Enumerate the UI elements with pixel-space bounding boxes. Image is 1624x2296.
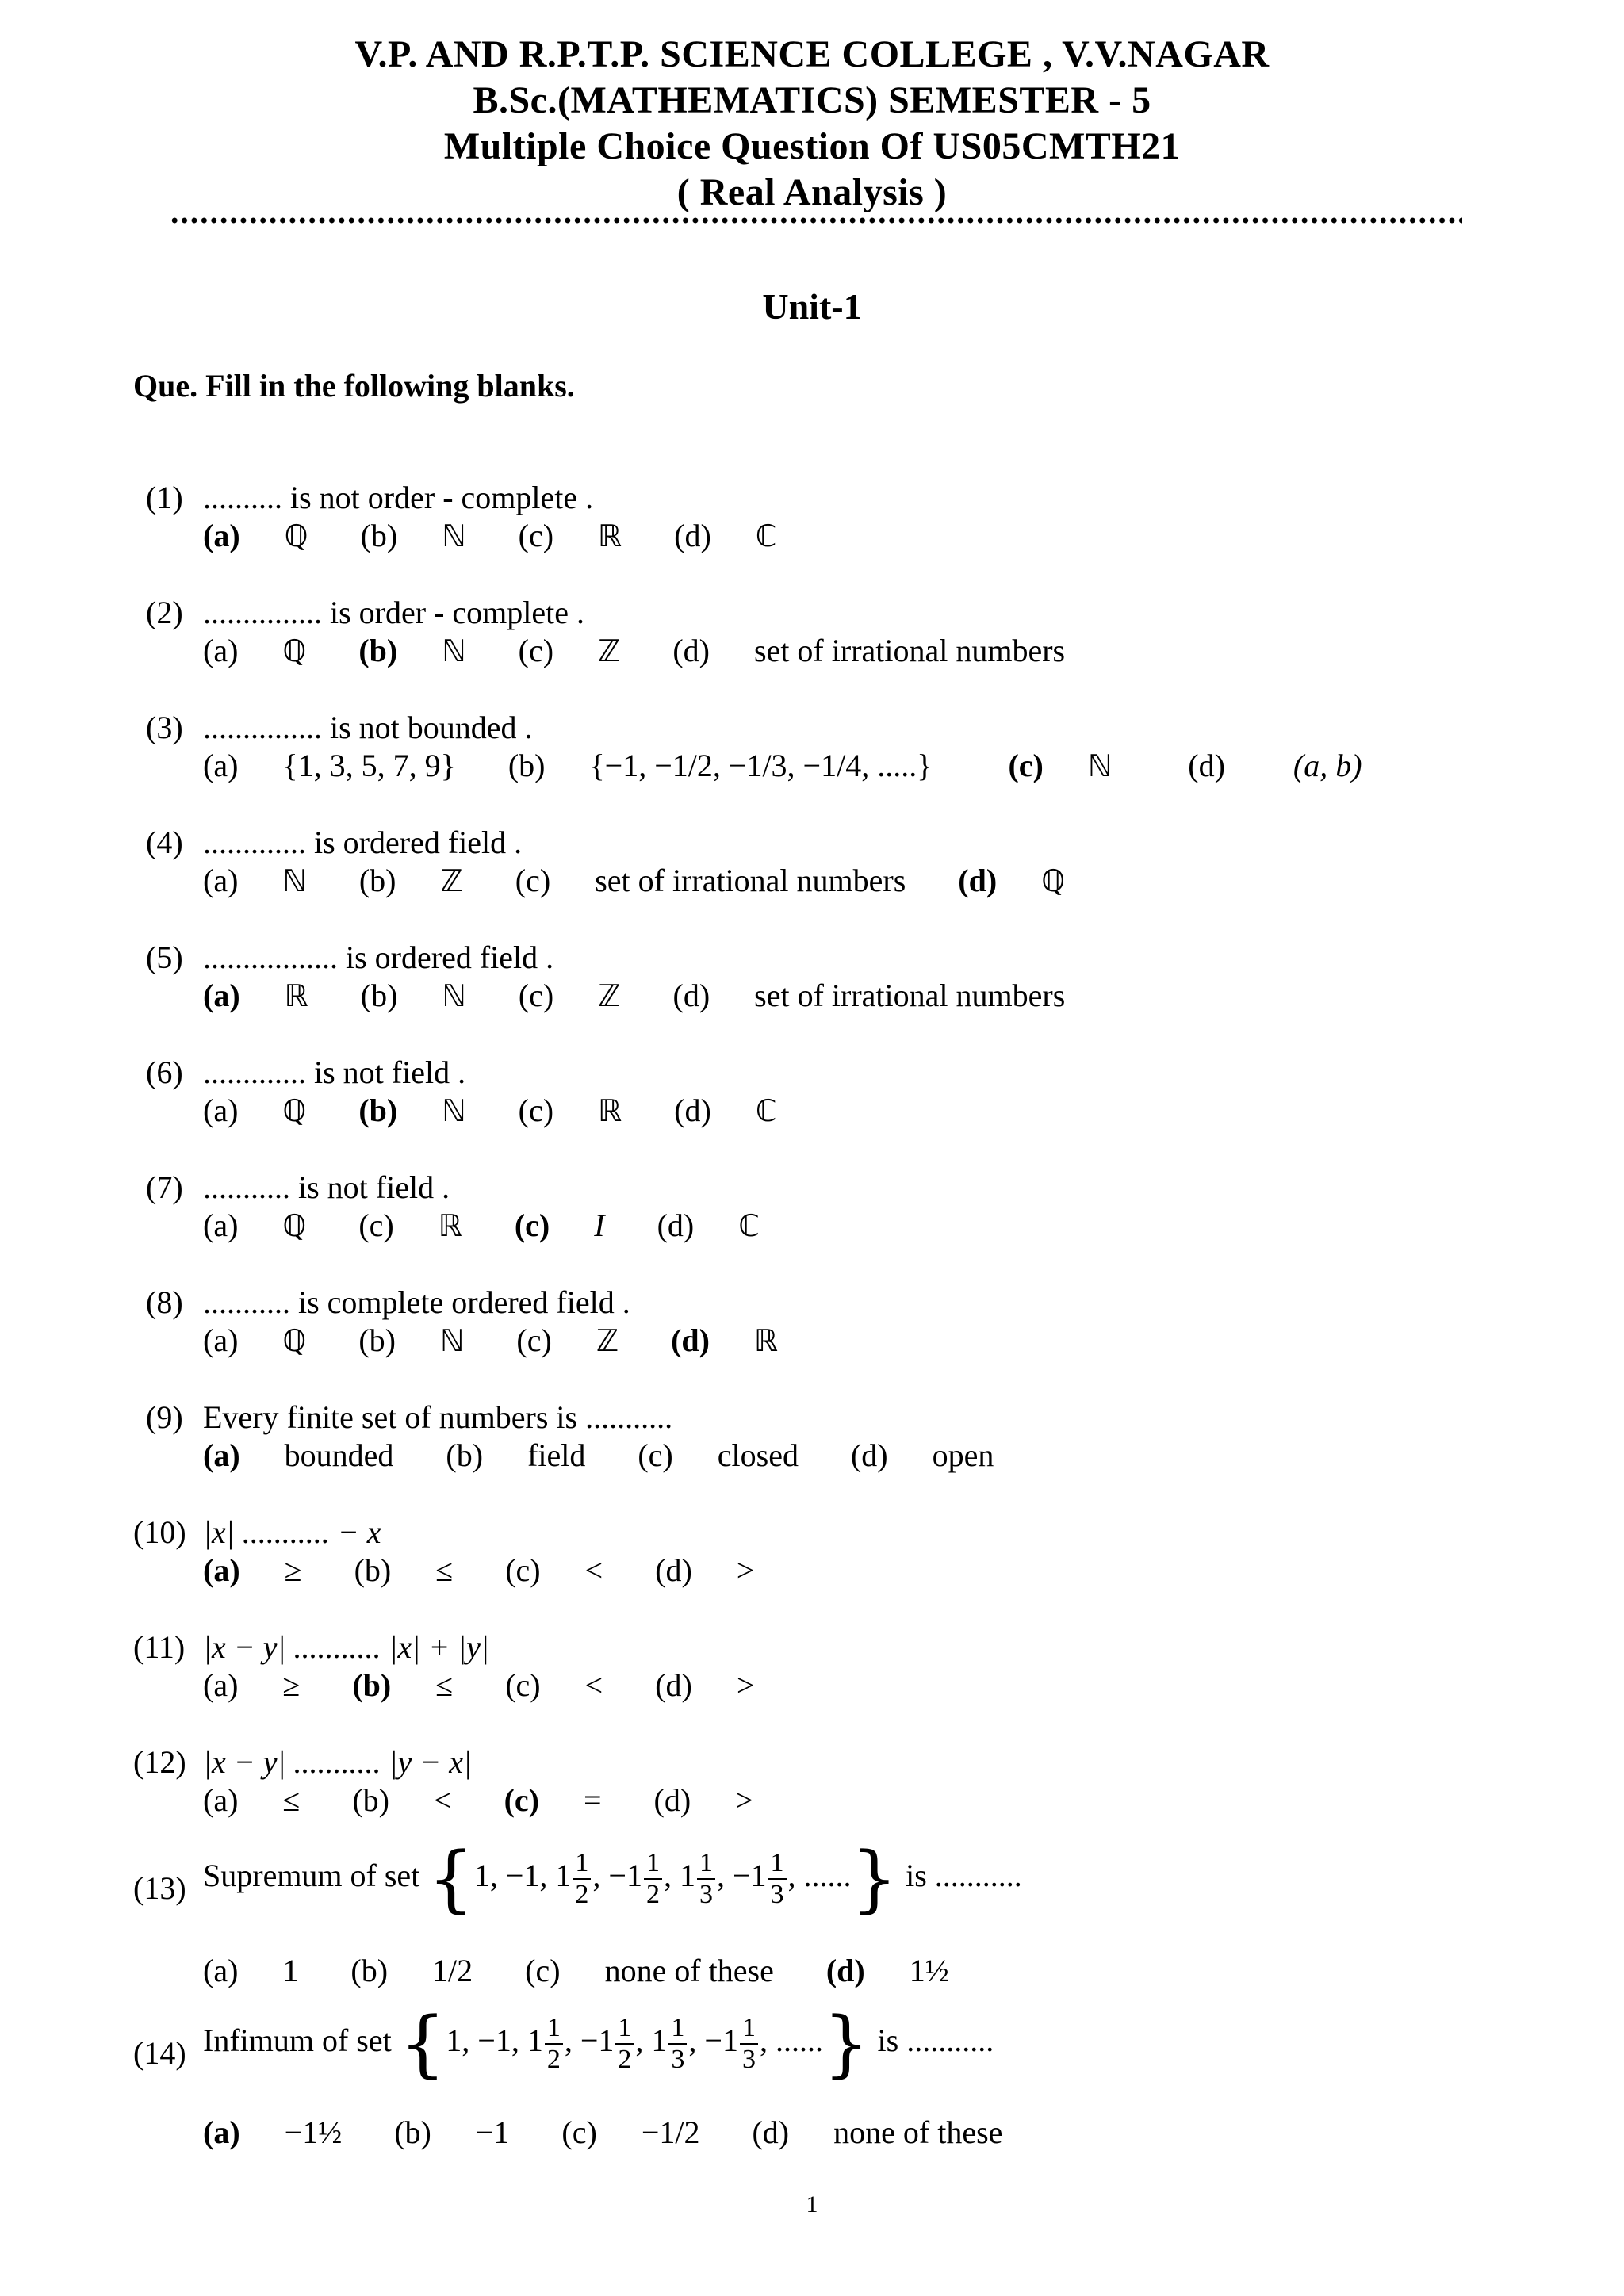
- option-b: [361, 517, 466, 554]
- option-value: field: [527, 1437, 586, 1473]
- denominator: 2: [575, 1880, 589, 1909]
- option-label: (b): [352, 1667, 392, 1703]
- option-value: ≤: [435, 1552, 454, 1588]
- option-value: none of these: [833, 2114, 1003, 2150]
- unit-title: Unit-1: [762, 286, 862, 327]
- set-term: ,: [564, 2022, 573, 2059]
- question-number: (1): [146, 480, 183, 515]
- option-label: (b): [358, 633, 398, 668]
- question-number: (5): [146, 939, 183, 975]
- option-d: [752, 2114, 1002, 2151]
- option-a: [203, 1437, 393, 1474]
- option-b: [358, 1207, 462, 1244]
- fraction: [668, 2013, 687, 2075]
- option-label: (a): [203, 633, 239, 668]
- option-d: [1188, 747, 1362, 784]
- option-value: ℕ: [442, 978, 466, 1013]
- option-d: [655, 1552, 754, 1589]
- option-value: 1/2: [432, 1953, 473, 1988]
- option-label: (c): [515, 863, 551, 898]
- option-value: ℂ: [755, 519, 777, 553]
- option-b: [352, 1781, 451, 1819]
- option-value: ℚ: [282, 633, 307, 668]
- question-number: (10): [133, 1514, 186, 1550]
- question-number: (13): [133, 1870, 186, 1906]
- option-a: [203, 1092, 306, 1129]
- set-term: , ......: [787, 1858, 852, 1894]
- numerator: 1: [644, 1848, 662, 1880]
- fraction: [615, 2013, 634, 2075]
- option-d: [657, 1207, 760, 1244]
- option-value: ≤: [435, 1667, 454, 1703]
- option-c: [519, 632, 621, 669]
- set-term: −1: [732, 1858, 767, 1894]
- stem-prefix: Supremum of set: [203, 1858, 420, 1894]
- option-label: (a): [203, 1322, 239, 1358]
- question-number: (7): [146, 1169, 183, 1205]
- option-value: −1½: [284, 2114, 343, 2150]
- option-label: (b): [354, 1552, 392, 1588]
- option-value: ≤: [282, 1782, 301, 1818]
- option-value: −1: [475, 2114, 510, 2150]
- option-value: set of irrational numbers: [754, 633, 1066, 668]
- option-a: [203, 2114, 342, 2151]
- option-label: (a): [203, 863, 239, 898]
- set-term: ,: [592, 1858, 601, 1894]
- question-stem: ................. is ordered field .: [203, 939, 554, 975]
- option-b: [358, 632, 465, 669]
- option-value: I: [594, 1207, 605, 1243]
- denominator: 2: [645, 1880, 660, 1909]
- set-term: 1,: [473, 1858, 498, 1894]
- option-a: [203, 1552, 302, 1589]
- denominator: 2: [618, 2045, 632, 2074]
- option-label: (b): [358, 1322, 396, 1358]
- fraction: [697, 1848, 715, 1910]
- option-label: (d): [653, 1782, 691, 1818]
- option-c: [505, 1667, 603, 1704]
- option-label: (b): [350, 1953, 389, 1988]
- option-c: [515, 862, 906, 899]
- option-label: (b): [446, 1437, 484, 1473]
- option-b: [352, 1667, 453, 1704]
- option-label: (d): [958, 863, 998, 898]
- option-value: ℕ: [442, 1093, 466, 1128]
- options: [203, 1952, 994, 1989]
- option-label: (b): [360, 518, 398, 553]
- options: [203, 1667, 799, 1704]
- numerator: 1: [668, 2013, 687, 2045]
- option-value: bounded: [284, 1437, 394, 1473]
- option-label: (c): [358, 1207, 394, 1243]
- option-value: 1: [282, 1953, 299, 1988]
- option-value: ℝ: [598, 519, 622, 553]
- options: [203, 1552, 799, 1589]
- set-term: −1,: [477, 2022, 519, 2059]
- fraction: [740, 2013, 758, 2075]
- option-label: (a): [203, 1093, 239, 1128]
- option-label: (b): [352, 1782, 389, 1818]
- question-number: (14): [133, 2035, 186, 2071]
- option-label: (d): [672, 978, 710, 1013]
- question-stem: ........... is complete ordered field .: [203, 1284, 630, 1320]
- option-label: (c): [518, 1093, 554, 1128]
- option-label: (c): [561, 2114, 597, 2150]
- option-label: (a): [203, 1782, 239, 1818]
- option-c: [519, 1092, 622, 1129]
- question-stem: ............. is not field .: [203, 1054, 466, 1090]
- fraction: [768, 1848, 787, 1910]
- option-a: [203, 517, 308, 554]
- option-label: (a): [203, 518, 240, 553]
- question-number: (12): [133, 1744, 186, 1780]
- option-value: ℚ: [284, 519, 308, 553]
- question-stem: ............... is order - complete .: [203, 595, 584, 630]
- option-a: [203, 1207, 306, 1244]
- numerator: 1: [697, 1848, 715, 1880]
- set-term: −1: [704, 2022, 738, 2059]
- question-number: (2): [146, 595, 183, 630]
- option-value: >: [736, 1667, 755, 1703]
- subject-title: ( Real Analysis ): [676, 171, 948, 213]
- option-label: (d): [655, 1667, 692, 1703]
- option-value: ≥: [282, 1667, 301, 1703]
- option-b: [508, 747, 933, 784]
- option-c: [515, 1207, 605, 1244]
- denominator: 3: [699, 1880, 713, 1909]
- set-term: ,: [663, 1858, 672, 1894]
- options: [203, 2114, 1047, 2151]
- option-value: ≥: [284, 1552, 302, 1588]
- question-stem: |x| ........... − x: [203, 1514, 381, 1550]
- option-label: (a): [203, 978, 240, 1013]
- set-term: −1,: [505, 1858, 548, 1894]
- option-value: >: [735, 1782, 753, 1818]
- option-label: (b): [360, 978, 398, 1013]
- page-number: 1: [806, 2191, 818, 2218]
- options: [203, 1437, 1038, 1474]
- option-label: (c): [518, 518, 554, 553]
- option-d: [674, 1092, 776, 1129]
- option-label: (d): [850, 1437, 888, 1473]
- option-label: (a): [203, 1953, 239, 1988]
- option-d: [958, 862, 1065, 899]
- set-term: 1,: [446, 2022, 470, 2059]
- option-label: (d): [655, 1552, 692, 1588]
- set-term: ,: [716, 1858, 725, 1894]
- denominator: 3: [741, 2045, 756, 2074]
- option-value: ℕ: [442, 519, 466, 553]
- option-value: ℤ: [598, 633, 621, 668]
- left-brace: {: [427, 1836, 474, 1921]
- stem-prefix: Infimum of set: [203, 2022, 392, 2059]
- option-label: (c): [518, 633, 554, 668]
- set-term: ,: [635, 2022, 644, 2059]
- option-value: set of irrational numbers: [595, 863, 906, 898]
- option-value: <: [584, 1667, 603, 1703]
- question-stem: [203, 1836, 1022, 1921]
- option-value: ℤ: [440, 863, 463, 898]
- numerator: 1: [615, 2013, 634, 2045]
- question-stem: Every finite set of numbers is ...........: [203, 1399, 673, 1435]
- option-value: ℂ: [738, 1208, 760, 1243]
- option-value: ℕ: [442, 633, 466, 668]
- option-value: 1½: [909, 1953, 949, 1988]
- option-label: (a): [203, 2114, 240, 2150]
- option-value: ℚ: [282, 1208, 307, 1243]
- option-value: −1/2: [641, 2114, 700, 2150]
- option-value: open: [932, 1437, 994, 1473]
- option-a: [203, 1952, 298, 1989]
- question-stem: ........... is not field .: [203, 1169, 450, 1205]
- question-number: (3): [146, 710, 183, 745]
- question-number: (8): [146, 1284, 183, 1320]
- options: [203, 1322, 822, 1359]
- option-value: >: [736, 1552, 755, 1588]
- numerator: 1: [768, 1848, 787, 1880]
- denominator: 3: [671, 2045, 685, 2074]
- left-brace: {: [399, 2001, 446, 2086]
- question-stem: |x − y| ........... |y − x|: [203, 1744, 472, 1780]
- option-label: (c): [518, 978, 554, 1013]
- numerator: 1: [740, 2013, 758, 2045]
- dotted-divider: [170, 216, 1462, 227]
- option-a: [203, 1781, 300, 1819]
- fraction: [545, 2013, 563, 2075]
- option-b: [358, 1322, 464, 1359]
- option-c: [519, 977, 621, 1014]
- option-label: (b): [358, 863, 396, 898]
- option-b: [354, 1552, 454, 1589]
- option-value: ℚ: [282, 1093, 307, 1128]
- document-header: [0, 32, 1624, 216]
- option-label: (c): [638, 1437, 673, 1473]
- option-value: ℤ: [596, 1323, 619, 1358]
- options: [203, 1781, 798, 1819]
- question-number: (9): [146, 1399, 183, 1435]
- option-label: (d): [1188, 748, 1225, 783]
- option-d: [671, 1322, 778, 1359]
- option-label: (d): [672, 633, 710, 668]
- option-d: [674, 517, 776, 554]
- question-stem: ............. is ordered field .: [203, 825, 523, 860]
- option-value: closed: [717, 1437, 799, 1473]
- option-value: set of irrational numbers: [754, 978, 1066, 1013]
- option-a: [203, 747, 456, 784]
- option-c: [561, 2114, 699, 2151]
- fraction: [644, 1848, 662, 1910]
- option-label: (c): [516, 1322, 552, 1358]
- options: [203, 747, 1407, 784]
- option-c: [525, 1952, 774, 1989]
- option-c: [519, 517, 622, 554]
- option-b: [446, 1437, 585, 1474]
- option-value: ℕ: [1087, 748, 1113, 783]
- option-d: [673, 977, 1066, 1014]
- option-label: (d): [657, 1207, 695, 1243]
- options: [203, 632, 1109, 669]
- question-number: (11): [133, 1629, 186, 1665]
- option-value: ℕ: [439, 1323, 465, 1358]
- option-d: [655, 1667, 754, 1704]
- option-label: (d): [825, 1953, 865, 1988]
- option-c: [1008, 747, 1112, 784]
- college-name: V.P. AND R.P.T.P. SCIENCE COLLEGE , V.V.NAGAR: [354, 33, 1270, 75]
- option-c: [504, 1781, 602, 1819]
- option-value: ℚ: [1041, 863, 1066, 898]
- set-term: ,: [688, 2022, 697, 2059]
- option-value: ℂ: [755, 1093, 777, 1128]
- option-d: [672, 632, 1065, 669]
- set-term: , ......: [759, 2022, 823, 2059]
- option-value: ℝ: [438, 1208, 462, 1243]
- denominator: 3: [770, 1880, 784, 1909]
- option-a: [203, 862, 307, 899]
- option-label: (c): [504, 1782, 539, 1818]
- option-value: ℝ: [284, 978, 308, 1013]
- numerator: 1: [573, 1848, 591, 1880]
- question-stem: ............... is not bounded .: [203, 710, 533, 745]
- set-term: −1: [580, 2022, 615, 2059]
- option-label: (c): [505, 1552, 541, 1588]
- option-label: (c): [505, 1667, 541, 1703]
- stem-suffix: is ...........: [906, 1858, 1022, 1894]
- option-b: [350, 1952, 473, 1989]
- option-value: none of these: [604, 1953, 774, 1988]
- set-term: −1: [608, 1858, 642, 1894]
- stem-suffix: is ...........: [877, 2022, 994, 2059]
- option-label: (d): [674, 1093, 711, 1128]
- option-label: (c): [1008, 748, 1044, 783]
- numerator: 1: [545, 2013, 563, 2045]
- option-b: [394, 2114, 509, 2151]
- option-c: [638, 1437, 799, 1474]
- options: [203, 1092, 821, 1129]
- fraction: [573, 1848, 591, 1910]
- option-label: (d): [752, 2114, 790, 2150]
- option-label: (a): [203, 1437, 240, 1473]
- set-term: 1: [651, 2022, 668, 2059]
- option-b: [361, 977, 466, 1014]
- option-c: [516, 1322, 619, 1359]
- option-label: (d): [674, 518, 711, 553]
- option-value: ℝ: [754, 1323, 779, 1358]
- option-label: (a): [203, 1667, 239, 1703]
- option-c: [505, 1552, 603, 1589]
- question-stem: .......... is not order - complete .: [203, 480, 594, 515]
- set-expression: [473, 1848, 852, 1909]
- options: [203, 1207, 804, 1244]
- course-name: B.Sc.(MATHEMATICS) SEMESTER - 5: [473, 79, 1151, 121]
- option-value: <: [434, 1782, 452, 1818]
- option-value: ℕ: [282, 863, 307, 898]
- question-stem: [203, 2001, 994, 2086]
- option-label: (d): [671, 1322, 710, 1358]
- option-d: [826, 1952, 949, 1989]
- option-value: <: [584, 1552, 603, 1588]
- option-label: (a): [203, 1207, 239, 1243]
- option-label: (a): [203, 1552, 240, 1588]
- option-a: [203, 977, 308, 1014]
- option-value: (a, b): [1293, 748, 1362, 783]
- set-term: 1: [527, 2022, 543, 2059]
- option-a: [203, 1322, 306, 1359]
- options: [203, 977, 1109, 1014]
- options: [203, 517, 821, 554]
- instruction: Que. Fill in the following blanks.: [133, 368, 575, 404]
- option-value: ℝ: [598, 1093, 622, 1128]
- set-term: 1: [555, 1858, 572, 1894]
- option-d: [654, 1781, 753, 1819]
- option-a: [203, 632, 306, 669]
- option-b: [358, 1092, 465, 1129]
- right-brace: }: [851, 1836, 898, 1921]
- set-expression: [446, 2013, 823, 2074]
- option-value: ℤ: [598, 978, 621, 1013]
- question-number: (4): [146, 825, 183, 860]
- paper-title: Multiple Choice Question Of US05CMTH21: [443, 125, 1181, 167]
- option-label: (b): [508, 748, 546, 783]
- question-stem: |x − y| ........... |x| + |y|: [203, 1629, 489, 1665]
- right-brace: }: [822, 2001, 870, 2086]
- option-label: (c): [525, 1953, 561, 1988]
- option-value: {1, 3, 5, 7, 9}: [282, 748, 456, 783]
- option-b: [359, 862, 463, 899]
- option-label: (a): [203, 748, 239, 783]
- denominator: 2: [546, 2045, 561, 2074]
- set-term: 1: [679, 1858, 695, 1894]
- option-label: (c): [514, 1207, 550, 1243]
- question-number: (6): [146, 1054, 183, 1090]
- option-value: =: [583, 1782, 602, 1818]
- option-value: {−1, −1/2, −1/3, −1/4, .....}: [589, 748, 933, 783]
- option-label: (b): [358, 1093, 398, 1128]
- options: [203, 862, 1109, 899]
- option-d: [851, 1437, 994, 1474]
- option-value: ℚ: [282, 1323, 307, 1358]
- option-label: (b): [394, 2114, 431, 2150]
- option-a: [203, 1667, 300, 1704]
